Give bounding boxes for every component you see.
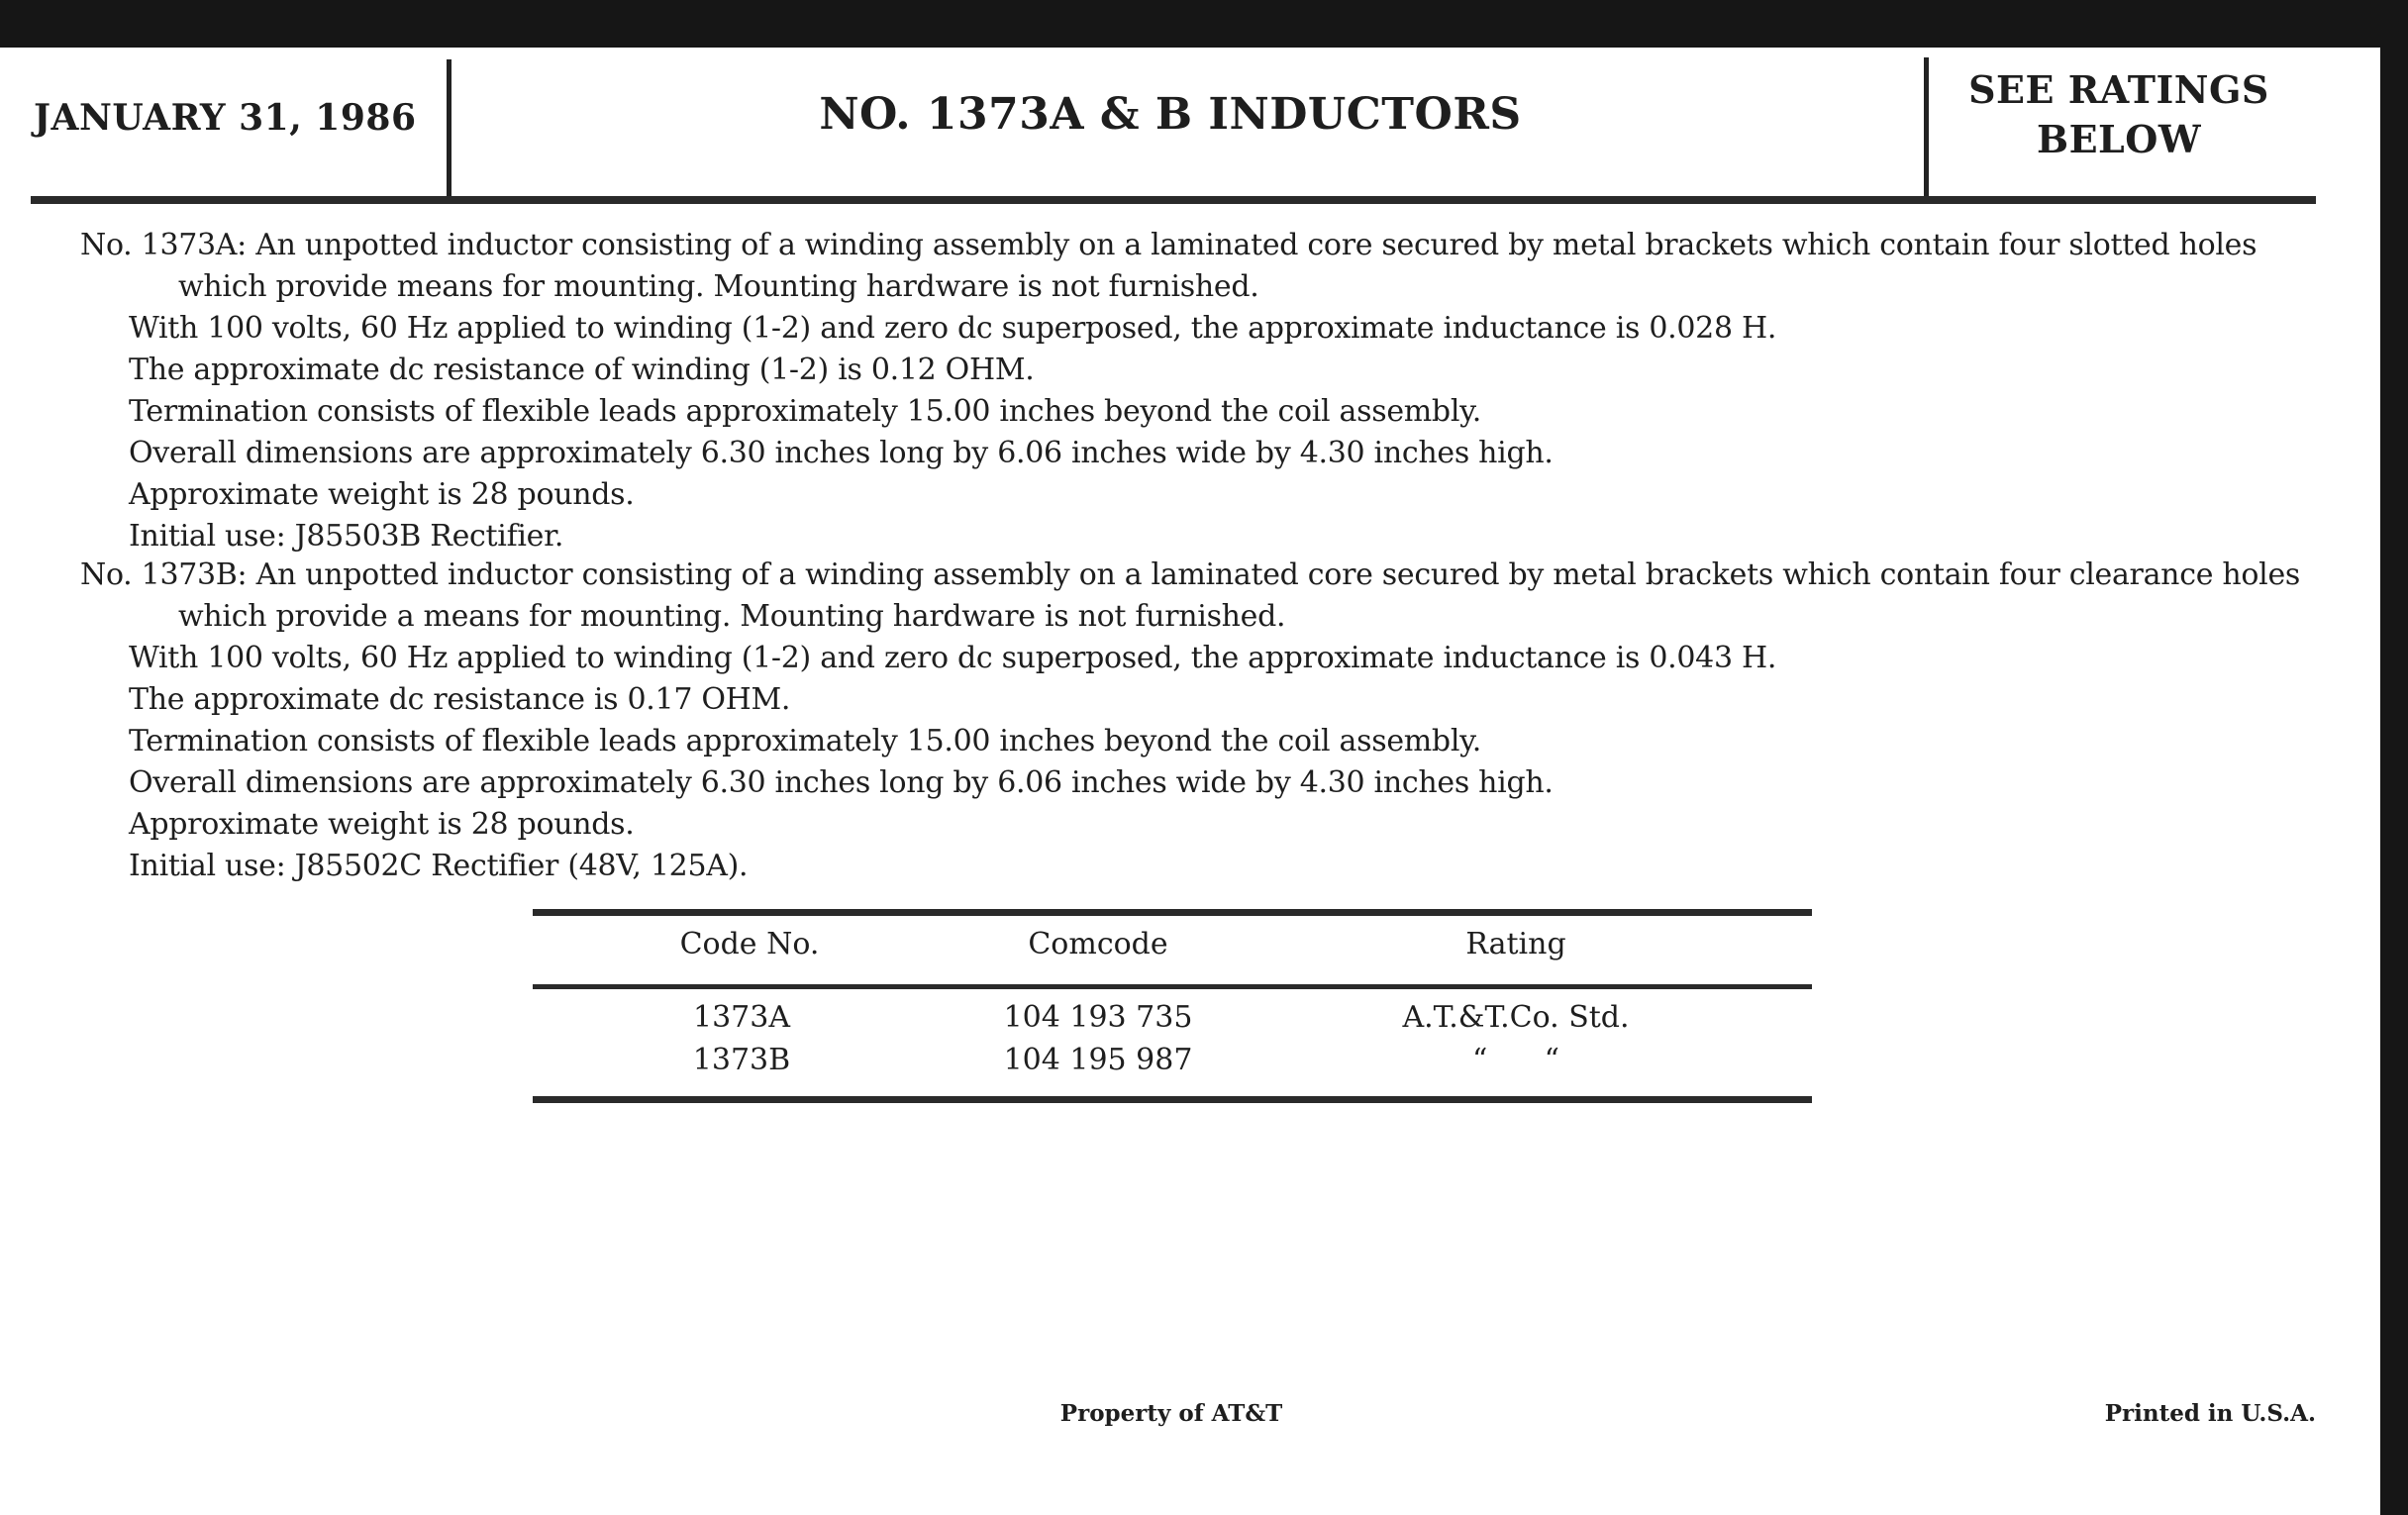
spec-line: The approximate dc resistance is 0.17 OHM. — [129, 682, 791, 717]
spec-line: Termination consists of flexible leads approximately 15.00 inches beyond the coil assembly. — [129, 724, 1482, 758]
spec-line: The approximate dc resistance of winding (1-2) is 0.12 OHM. — [129, 353, 1035, 387]
table-bottom-rule — [533, 1096, 1812, 1103]
paragraph-continuation: which provide means for mounting. Mounting hardware is not furnished. — [178, 269, 1259, 304]
rating-cell: “ “ — [1472, 1043, 1559, 1077]
ratings-note-line2: BELOW — [2036, 117, 2202, 161]
spec-line: With 100 volts, 60 Hz applied to winding (1-2) and zero dc superposed, the approximate inductance is 0.028 H. — [129, 311, 1777, 346]
table-header-rule — [533, 984, 1812, 989]
column-header-comcode: Comcode — [1028, 927, 1168, 961]
paragraph-continuation: which provide a means for mounting. Mounting hardware is not furnished. — [178, 599, 1286, 634]
header-divider — [1924, 57, 1929, 198]
code-cell: 1373A — [692, 1000, 791, 1035]
paragraph-lead: No. 1373B: An unpotted inductor consisting of a winding assembly on a laminated core secured by metal brackets which contain four clearance holes — [80, 557, 2301, 592]
column-header-rating: Rating — [1465, 927, 1566, 961]
ratings-note-line1: SEE RATINGS — [1968, 67, 2269, 112]
paragraph-lead: No. 1373A: An unpotted inductor consisting of a winding assembly on a laminated core secured by metal brackets which contain four slotted holes — [80, 228, 2258, 262]
spec-line: Termination consists of flexible leads approximately 15.00 inches beyond the coil assembly. — [129, 394, 1482, 429]
spec-line: Approximate weight is 28 pounds. — [129, 477, 635, 512]
spec-line: Initial use: J85502C Rectifier (48V, 125A). — [129, 849, 749, 883]
table-top-rule — [533, 909, 1812, 916]
code-cell: 1373B — [692, 1043, 791, 1077]
header-divider — [447, 59, 452, 200]
scan-border-top — [0, 0, 2408, 48]
document-date: JANUARY 31, 1986 — [34, 97, 417, 139]
spec-line: Initial use: J85503B Rectifier. — [129, 519, 564, 554]
spec-line: Approximate weight is 28 pounds. — [129, 807, 635, 842]
page-title: NO. 1373A & B INDUCTORS — [819, 89, 1522, 140]
spec-line: Overall dimensions are approximately 6.30 inches long by 6.06 inches wide by 4.30 inches high. — [129, 765, 1554, 800]
comcode-cell: 104 195 987 — [1003, 1043, 1193, 1077]
footer-printed: Printed in U.S.A. — [2104, 1400, 2316, 1427]
scan-border-right — [2380, 0, 2408, 1515]
spec-line: Overall dimensions are approximately 6.30 inches long by 6.06 inches wide by 4.30 inches high. — [129, 436, 1554, 470]
rating-cell: A.T.&T.Co. Std. — [1402, 1000, 1630, 1035]
spec-line: With 100 volts, 60 Hz applied to winding (1-2) and zero dc superposed, the approximate inductance is 0.043 H. — [129, 641, 1777, 675]
comcode-cell: 104 193 735 — [1003, 1000, 1193, 1035]
header-rule — [31, 196, 2316, 204]
column-header-code: Code No. — [679, 927, 820, 961]
footer-property: Property of AT&T — [1059, 1400, 1283, 1427]
